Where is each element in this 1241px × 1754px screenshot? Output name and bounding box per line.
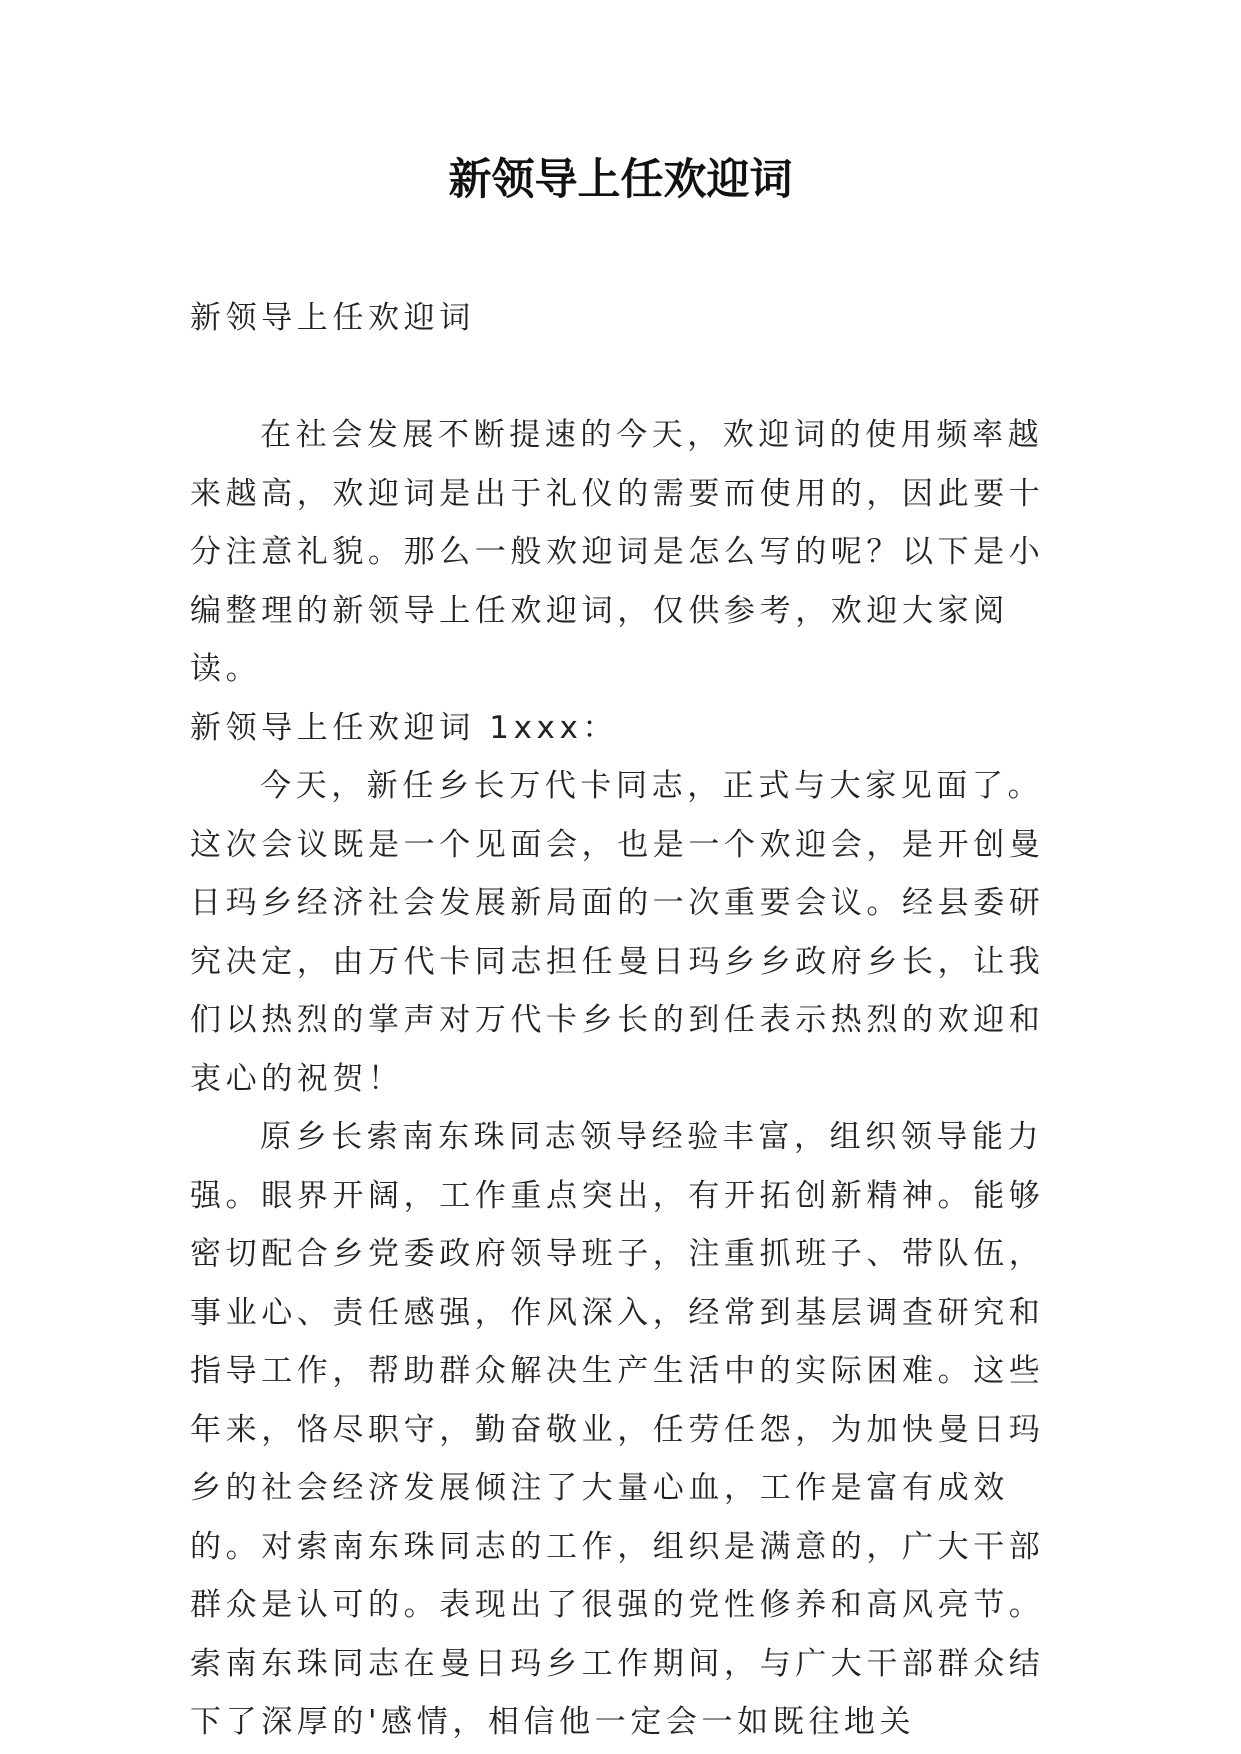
intro-paragraph: 在社会发展不断提速的今天，欢迎词的使用频率越来越高，欢迎词是出于礼仪的需要而使用的，因此要十分注意礼貌。那么一般欢迎词是怎么写的呢？以下是小编整理的新领导上任欢迎词，仅供参考，欢迎大家阅读。 <box>190 417 1045 687</box>
document-title: 新领导上任欢迎词 <box>448 155 793 205</box>
document-subtitle: 新领导上任欢迎词 <box>190 300 475 336</box>
section-heading: 新领导上任欢迎词 1xxx： <box>190 709 619 746</box>
document-body <box>190 289 1070 1752</box>
body-paragraph-1: 今天，新任乡长万代卡同志，正式与大家见面了。这次会议既是一个见面会，也是一个欢迎会，是开创曼日玛乡经济社会发展新局面的一次重要会议。经县委研究决定，由万代卡同志担任曼日玛乡乡政府乡长，让我们以热烈的掌声对万代卡乡长的到任表示热烈的欢迎和衷心的祝贺！ <box>190 768 1045 1097</box>
body-paragraph-2: 原乡长索南东珠同志领导经验丰富，组织领导能力强。眼界开阔，工作重点突出，有开拓创新精神。能够密切配合乡党委政府领导班子，注重抓班子、带队伍，事业心、责任感强，作风深入，经常到基层调查研究和指导工作，帮助群众解决生产生活中的实际困难。这些年来，恪尽职守，勤奋敬业，任劳任怨，为加快曼日玛乡的社会经济发展倾注了大量心血，工作是富有成效的。对索南东珠同志的工作，组织是满意的，广大干部群众是认可的。表现出了很强的党性修养和高风亮节。索南东珠同志在曼日玛乡工作期间，与广大干部群众结下了深厚的'感情，相信他一定会一如既往地关 <box>190 1119 1045 1740</box>
